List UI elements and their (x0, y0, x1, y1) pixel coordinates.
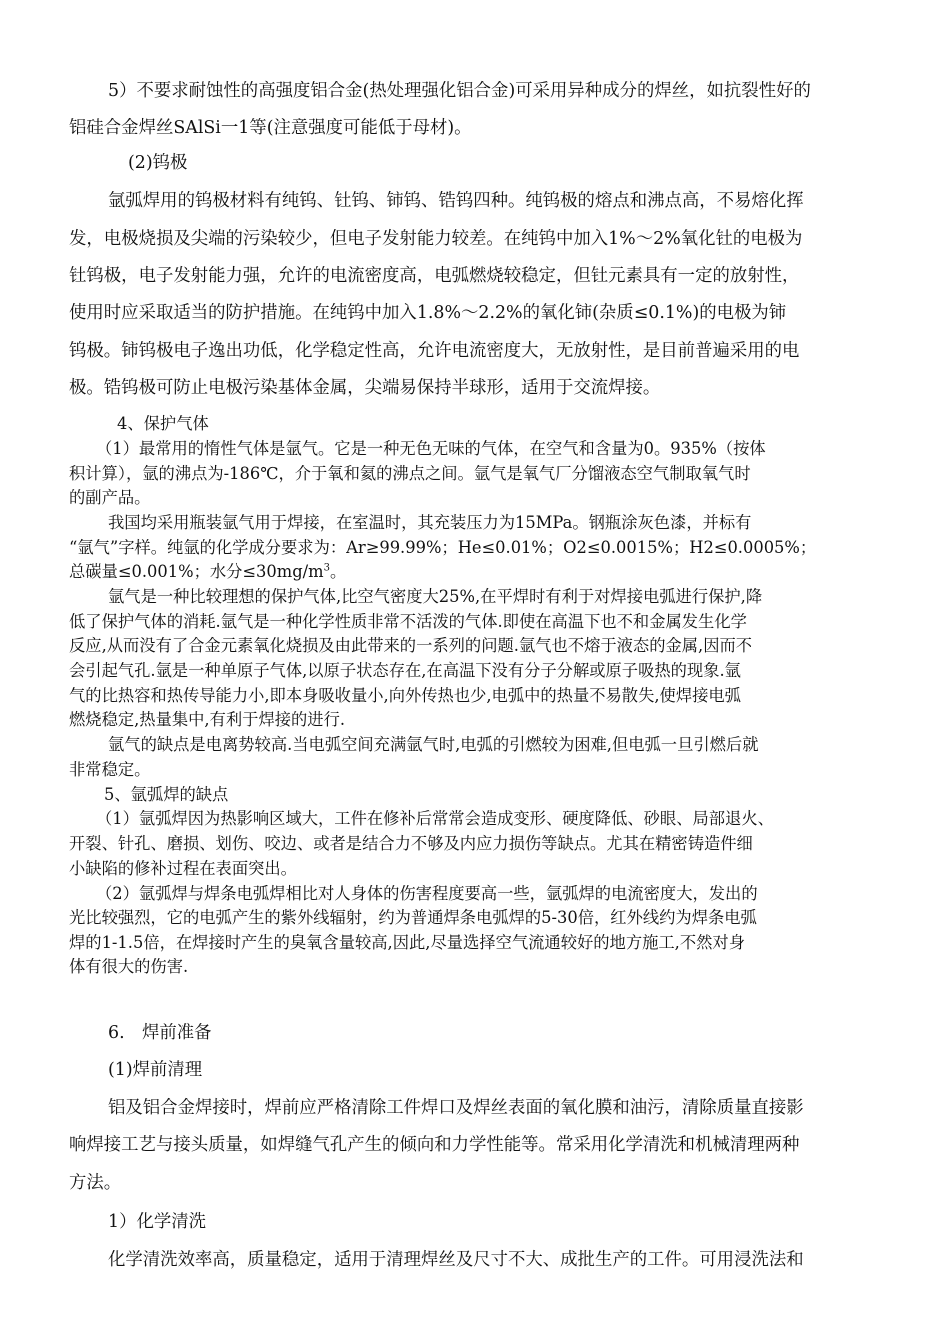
paragraph-line: 响焊接工艺与接头质量，如焊缝气孔产生的倾向和力学性能等。常采用化学清洗和机械清理两种 (69, 1135, 800, 1155)
paragraph-line: 极。锆钨极可防止电极污染基体金属，尖端易保持半球形，适用于交流焊接。 (69, 378, 661, 398)
paragraph-line: 钍钨极，电子发射能力强，允许的电流密度高，电弧燃烧较稳定，但钍元素具有一定的放射性， (69, 266, 800, 286)
text-fragment: 总碳量≤0.001%；水分≤30mg/m (69, 562, 324, 581)
paragraph-line: （1）最常用的惰性气体是氩气。它是一种无色无味的气体，在空气和含量为0。935%（按体 (96, 439, 766, 458)
superscript: 3 (323, 562, 330, 574)
paragraph-line: 我国均采用瓶装氩气用于焊接，在室温时，其充装压力为15MPa。钢瓶涂灰色漆，并标有 (108, 513, 752, 532)
paragraph-line: 使用时应采取适当的防护措施。在纯钨中加入1.8%～2.2%的氧化铈(杂质≤0.1%)的电极为铈 (69, 303, 787, 323)
paragraph-line: 化学清洗效率高，质量稳定，适用于清理焊丝及尺寸不大、成批生产的工件。可用浸洗法和 (108, 1250, 804, 1270)
section-heading-drawbacks: 5、氩弧焊的缺点 (104, 785, 229, 804)
paragraph-line: 气的比热容和热传导能力小,即本身吸收量小,向外传热也少,电弧中的热量不易散失,使焊接电弧 (69, 686, 741, 705)
paragraph-line: 低了保护气体的消耗.氩气是一种化学性质非常不活泼的气体.即使在高温下也不和金属发生化学 (69, 612, 747, 631)
paragraph-line: 5）不要求耐蚀性的高强度铝合金(热处理强化铝合金)可采用异种成分的焊丝，如抗裂性好的 (108, 81, 811, 101)
subheading-chemical-cleaning: 1）化学清洗 (108, 1212, 207, 1232)
paragraph-line: 氩气的缺点是电离势较高.当电弧空间充满氩气时,电弧的引燃较为困难,但电弧一旦引燃后就 (108, 735, 759, 754)
subheading-cleaning: (1)焊前清理 (108, 1060, 203, 1080)
section-heading-tungsten: (2)钨极 (128, 153, 188, 173)
paragraph-line: 反应,从而没有了合金元素氧化烧损及由此带来的一系列的问题.氩气也不熔于液态的金属,因而不 (69, 636, 753, 655)
paragraph-line: （1）氩弧焊因为热影响区域大，工件在修补后常常会造成变形、硬度降低、砂眼、局部退火、 (96, 809, 774, 828)
paragraph-line: “氩气”字样。纯氩的化学成分要求为：Ar≥99.99%；He≤0.01%；O2≤0.0015%；H2≤0.0005%； (69, 538, 817, 557)
paragraph-line: 小缺陷的修补过程在表面突出。 (69, 859, 297, 878)
paragraph-line: （2）氩弧焊与焊条电弧焊相比对人身体的伤害程度要高一些，氩弧焊的电流密度大，发出的 (96, 884, 758, 903)
paragraph-line: 铝硅合金焊丝SAlSi一1等(注意强度可能低于母材)。 (69, 118, 472, 138)
paragraph-line: 的副产品。 (69, 488, 151, 507)
paragraph-line: 发，电极烧损及尖端的污染较少，但电子发射能力较差。在纯钨中加入1%～2%氧化钍的电极为 (69, 229, 803, 249)
paragraph-line: 非常稳定。 (69, 760, 151, 779)
paragraph-line (69, 562, 346, 582)
paragraph-line: 开裂、针孔、磨损、划伤、咬边、或者是结合力不够及内应力损伤等缺点。尤其在精密铸造件细 (69, 834, 753, 853)
section-heading-shielding-gas: 4、保护气体 (117, 414, 209, 433)
section-heading-preparation: 6. 焊前准备 (108, 1023, 212, 1043)
paragraph-line: 方法。 (69, 1173, 122, 1193)
paragraph-line: 积计算），氩的沸点为-186℃，介于氧和氦的沸点之间。氩气是氧气厂分馏液态空气制取氧气时 (69, 464, 751, 483)
paragraph-line: 光比较强烈，它的电弧产生的紫外线辐射，约为普通焊条电弧焊的5-30倍，红外线约为焊条电弧 (69, 908, 757, 927)
paragraph-line: 氩气是一种比较理想的保护气体,比空气密度大25%,在平焊时有利于对焊接电弧进行保护,降 (108, 587, 763, 606)
paragraph-line: 会引起气孔.氩是一种单原子气体,以原子状态存在,在高温下没有分子分解或原子吸热的现象.氩 (69, 661, 741, 680)
text-fragment: 。 (329, 562, 347, 581)
paragraph-line: 铝及铝合金焊接时，焊前应严格清除工件焊口及焊丝表面的氧化膜和油污，清除质量直接影 (108, 1098, 804, 1118)
paragraph-line: 焊的1-1.5倍，在焊接时产生的臭氧含量较高,因此,尽量选择空气流通较好的地方施工,不然对身 (69, 933, 745, 952)
paragraph-line: 体有很大的伤害. (69, 957, 189, 976)
paragraph-line: 钨极。铈钨极电子逸出功低，化学稳定性高，允许电流密度大，无放射性，是目前普遍采用的电 (69, 341, 800, 361)
paragraph-line: 燃烧稳定,热量集中,有利于焊接的进行. (69, 710, 346, 729)
paragraph-line: 氩弧焊用的钨极材料有纯钨、钍钨、铈钨、锆钨四种。纯钨极的熔点和沸点高，不易熔化挥 (108, 191, 804, 211)
